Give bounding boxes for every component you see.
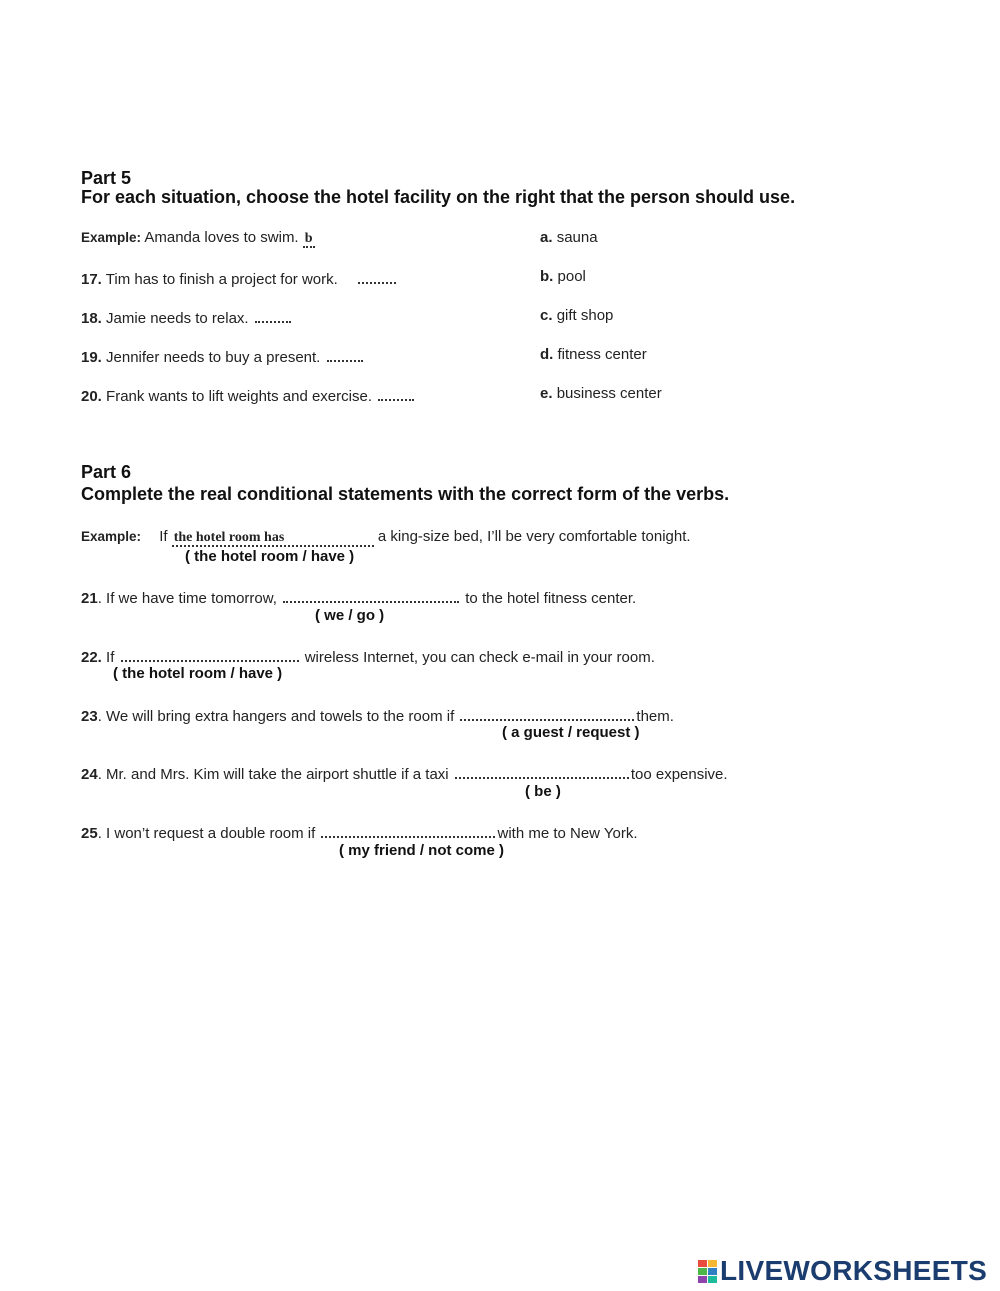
question-text-before: . Mr. and Mrs. Kim will take the airport shuttle if a taxi [97, 766, 449, 783]
example-answer: the hotel room has [172, 530, 374, 547]
option-text: fitness center [557, 346, 647, 363]
answer-blank-25[interactable] [321, 822, 495, 838]
option-a [540, 229, 598, 246]
logo-blocks-icon [698, 1260, 717, 1283]
option-b [540, 268, 586, 285]
question-text-after: too expensive. [630, 766, 728, 783]
question-text-after: with me to New York. [497, 825, 638, 842]
question-18 [81, 307, 293, 327]
question-text: Jamie needs to relax. [106, 310, 249, 327]
part6-instruction: Complete the real conditional statements with the correct form of the verbs. [81, 484, 730, 504]
question-24 [81, 763, 728, 783]
example-answer: b [304, 231, 313, 246]
option-letter: c. [540, 307, 553, 324]
question-text: Jennifer needs to buy a present. [106, 349, 321, 366]
question-21 [81, 587, 636, 607]
question-text: Frank wants to lift weights and exercise. [106, 388, 372, 405]
option-letter: b. [540, 268, 554, 285]
question-20 [81, 385, 416, 405]
liveworksheets-logo [698, 1256, 987, 1286]
option-text: gift shop [556, 307, 614, 324]
question-text-before: If [106, 649, 115, 666]
option-letter: a. [540, 229, 553, 246]
question-text-after: to the hotel fitness center. [465, 590, 637, 607]
question-number: 17. [81, 271, 102, 288]
logo-text: LIVEWORKSHEETS [720, 1255, 988, 1286]
question-number: 19. [81, 349, 102, 366]
part6-title: Part 6 [81, 462, 132, 482]
example-hint: ( the hotel room / have ) [185, 548, 355, 565]
hint-24: ( be ) [525, 783, 561, 800]
example-label: Example: [81, 230, 142, 245]
question-text-after: wireless Internet, you can check e-mail in your room. [304, 649, 655, 666]
question-22 [81, 646, 655, 666]
option-text: pool [557, 268, 586, 285]
question-19 [81, 346, 365, 366]
option-text: business center [556, 385, 662, 402]
example-prefix: If [159, 528, 168, 545]
example-text: Amanda loves to swim. [144, 229, 299, 246]
question-text-after: them. [636, 708, 674, 725]
part5-title: Part 5 [81, 168, 132, 188]
option-text: sauna [556, 229, 598, 246]
option-letter: e. [540, 385, 553, 402]
example-label: Example: [81, 529, 142, 544]
option-e [540, 385, 662, 402]
answer-blank-18[interactable] [255, 307, 291, 323]
question-number: 23 [81, 708, 98, 725]
part5-example [81, 229, 315, 248]
question-number: 18. [81, 310, 102, 327]
part6-example [81, 528, 691, 547]
answer-blank-20[interactable] [378, 385, 414, 401]
option-d [540, 346, 647, 363]
answer-blank-24[interactable] [455, 763, 629, 779]
hint-22: ( the hotel room / have ) [113, 665, 283, 682]
question-number: 25 [81, 825, 98, 842]
question-text-before: . We will bring extra hangers and towels to the room if [97, 708, 455, 725]
question-23 [81, 705, 674, 725]
answer-blank-21[interactable] [283, 587, 459, 603]
example-suffix: a king-size bed, I’ll be very comfortable tonight. [377, 528, 691, 545]
question-text-before: . If we have time tomorrow, [97, 590, 277, 607]
option-c [540, 307, 613, 324]
answer-blank-23[interactable] [460, 705, 634, 721]
hint-23: ( a guest / request ) [502, 724, 640, 741]
question-text-before: . I won’t request a double room if [97, 825, 316, 842]
question-number: 21 [81, 590, 98, 607]
question-number: 24 [81, 766, 98, 783]
answer-blank-17[interactable] [358, 268, 396, 284]
part5-instruction: For each situation, choose the hotel facility on the right that the person should use. [81, 187, 796, 207]
hint-21: ( we / go ) [315, 607, 385, 624]
question-number: 22. [81, 649, 102, 666]
option-letter: d. [540, 346, 554, 363]
question-number: 20. [81, 388, 102, 405]
hint-25: ( my friend / not come ) [339, 842, 505, 859]
answer-blank-22[interactable] [121, 646, 299, 662]
question-25 [81, 822, 638, 842]
question-text: Tim has to finish a project for work. [105, 271, 338, 288]
answer-blank-19[interactable] [327, 346, 363, 362]
question-17 [81, 268, 398, 288]
